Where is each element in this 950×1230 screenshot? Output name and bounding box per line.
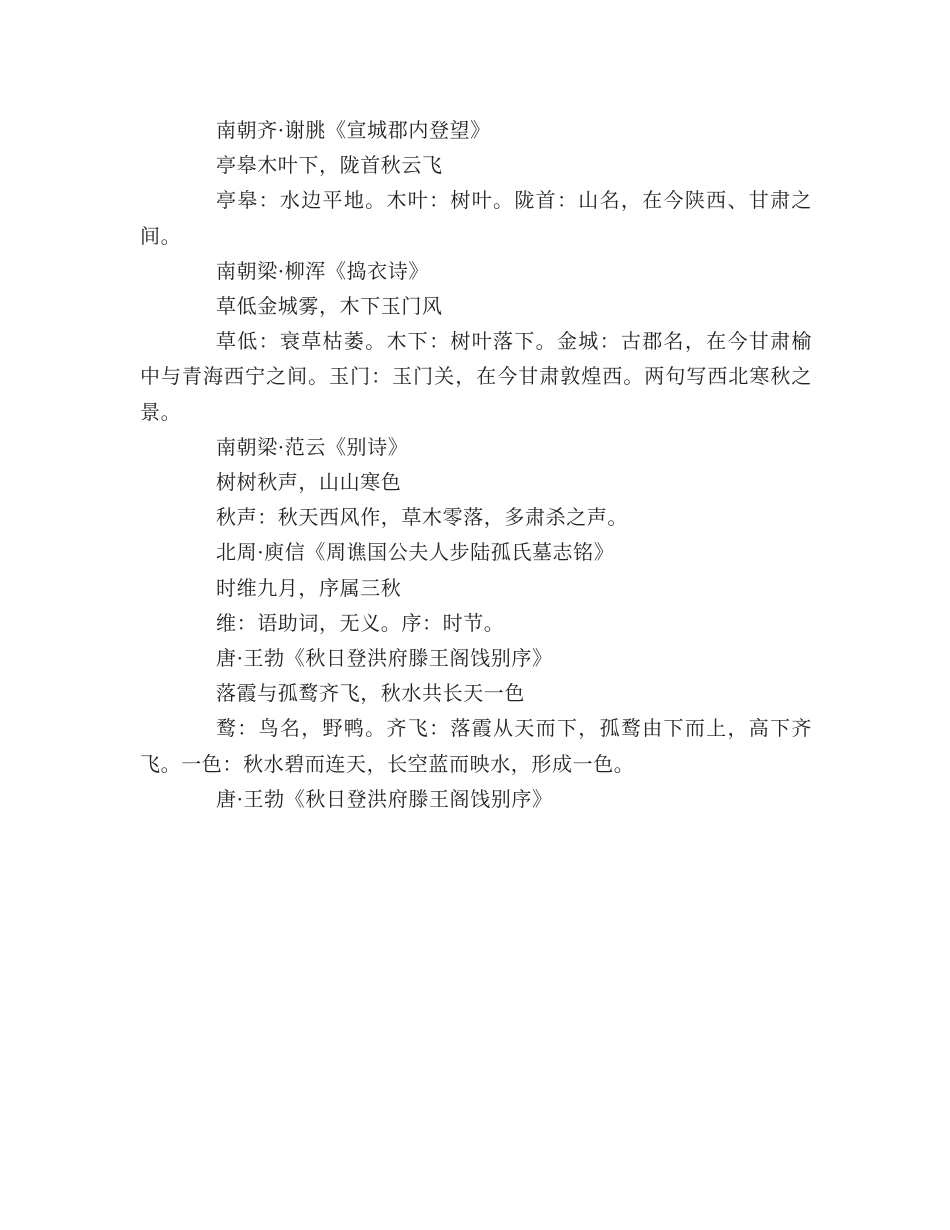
annotation: 亭皋：水边平地。木叶：树叶。陇首：山名，在今陕西、甘肃之间。	[140, 188, 812, 248]
quote-line: 亭皋木叶下，陇首秋云飞	[216, 153, 443, 178]
quote-line: 树树秋声，山山寒色	[216, 470, 402, 495]
source-heading: 南朝梁·范云《别诗》	[216, 434, 409, 459]
annotation: 秋声：秋天西风作，草木零落，多肃杀之声。	[216, 505, 628, 530]
source-heading: 北周·庾信《周谯国公夫人步陆孤氏墓志铭》	[216, 540, 615, 565]
source-heading: 唐·王勃《秋日登洪府滕王阁饯别序》	[216, 646, 553, 671]
document-body	[140, 113, 812, 817]
annotation: 草低：衰草枯萎。木下：树叶落下。金城：古郡名，在今甘肃榆中与青海西宁之间。玉门：玉门关，在今甘肃敦煌西。两句写西北寒秋之景。	[140, 329, 812, 424]
annotation: 维：语助词，无义。序：时节。	[216, 610, 505, 635]
source-heading: 南朝齐·谢朓《宣城郡内登望》	[216, 118, 491, 142]
annotation: 鹜：鸟名，野鸭。齐飞：落霞从天而下，孤鹜由下而上，高下齐飞。一色：秋水碧而连天，长空蓝而映水，形成一色。	[140, 716, 812, 776]
quote-line: 草低金城雾，木下玉门风	[216, 294, 443, 319]
source-heading: 南朝梁·柳浑《捣衣诗》	[216, 258, 429, 283]
quote-line: 时维九月，序属三秋	[216, 575, 402, 600]
source-heading: 唐·王勃《秋日登洪府滕王阁饯别序》	[216, 786, 553, 811]
quote-line: 落霞与孤鹜齐飞，秋水共长天一色	[216, 681, 525, 706]
